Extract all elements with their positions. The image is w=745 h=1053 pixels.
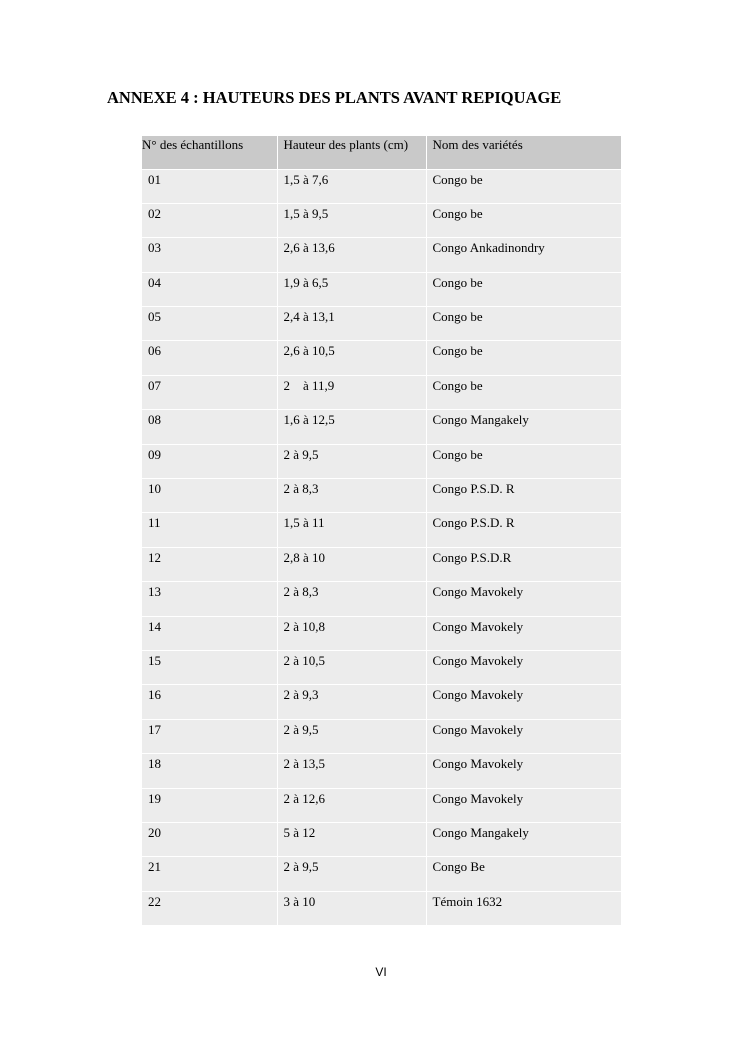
variety-name-cell: Témoin 1632 xyxy=(426,891,621,925)
variety-name-cell: Congo Mavokely xyxy=(426,754,621,788)
plant-height-cell: 2,8 à 10 xyxy=(277,547,426,581)
plant-height-cell: 1,6 à 12,5 xyxy=(277,410,426,444)
plant-height-cell: 2 à 9,5 xyxy=(277,444,426,478)
page-number: VI xyxy=(375,965,387,979)
plant-height-table xyxy=(142,136,621,926)
sample-number-cell: 22 xyxy=(142,891,277,925)
sample-number-cell: 05 xyxy=(142,307,277,341)
table-row xyxy=(142,238,621,272)
variety-name-cell: Congo be xyxy=(426,307,621,341)
table-row xyxy=(142,650,621,684)
table-row xyxy=(142,272,621,306)
table-row xyxy=(142,307,621,341)
plant-height-cell: 2 à 8,3 xyxy=(277,479,426,513)
variety-name-cell: Congo Mangakely xyxy=(426,410,621,444)
table-row xyxy=(142,375,621,409)
page-title: ANNEXE 4 : HAUTEURS DES PLANTS AVANT REPIQUAGE xyxy=(107,88,562,107)
plant-height-cell: 1,5 à 9,5 xyxy=(277,203,426,237)
variety-name-cell: Congo be xyxy=(426,341,621,375)
variety-name-cell: Congo Ankadinondry xyxy=(426,238,621,272)
variety-name-cell: Congo be xyxy=(426,375,621,409)
plant-height-cell: 5 à 12 xyxy=(277,822,426,856)
sample-number-cell: 13 xyxy=(142,582,277,616)
sample-number-cell: 14 xyxy=(142,616,277,650)
plant-height-cell: 2 à 8,3 xyxy=(277,582,426,616)
table-body xyxy=(142,169,621,926)
variety-name-cell: Congo P.S.D. R xyxy=(426,513,621,547)
sample-number-cell: 17 xyxy=(142,719,277,753)
table-row xyxy=(142,341,621,375)
plant-height-cell: 1,5 à 11 xyxy=(277,513,426,547)
table-row xyxy=(142,547,621,581)
table-row xyxy=(142,719,621,753)
table-row xyxy=(142,616,621,650)
plant-height-cell: 1,9 à 6,5 xyxy=(277,272,426,306)
plant-height-cell: 2,6 à 13,6 xyxy=(277,238,426,272)
sample-number-cell: 21 xyxy=(142,857,277,891)
plant-height-cell: 2 à 10,8 xyxy=(277,616,426,650)
header-sample-number: N° des échantillons xyxy=(142,136,277,169)
table-row xyxy=(142,169,621,203)
plant-height-cell: 2 à 13,5 xyxy=(277,754,426,788)
variety-name-cell: Congo be xyxy=(426,203,621,237)
sample-number-cell: 16 xyxy=(142,685,277,719)
plant-height-cell: 2 à 9,5 xyxy=(277,857,426,891)
table-row xyxy=(142,685,621,719)
sample-number-cell: 04 xyxy=(142,272,277,306)
variety-name-cell: Congo Mavokely xyxy=(426,788,621,822)
variety-name-cell: Congo Mavokely xyxy=(426,685,621,719)
sample-number-cell: 19 xyxy=(142,788,277,822)
sample-number-cell: 10 xyxy=(142,479,277,513)
variety-name-cell: Congo be xyxy=(426,444,621,478)
table-header-row xyxy=(142,136,621,169)
variety-name-cell: Congo be xyxy=(426,272,621,306)
plant-height-cell: 2 à 12,6 xyxy=(277,788,426,822)
table-row xyxy=(142,582,621,616)
sample-number-cell: 15 xyxy=(142,650,277,684)
table-row xyxy=(142,788,621,822)
sample-number-cell: 06 xyxy=(142,341,277,375)
variety-name-cell: Congo Mavokely xyxy=(426,650,621,684)
variety-name-cell: Congo Mavokely xyxy=(426,582,621,616)
sample-number-cell: 18 xyxy=(142,754,277,788)
plant-height-cell: 1,5 à 7,6 xyxy=(277,169,426,203)
table-row xyxy=(142,822,621,856)
sample-number-cell: 20 xyxy=(142,822,277,856)
variety-name-cell: Congo be xyxy=(426,169,621,203)
variety-name-cell: Congo P.S.D. R xyxy=(426,479,621,513)
sample-number-cell: 03 xyxy=(142,238,277,272)
plant-height-cell: 2,4 à 13,1 xyxy=(277,307,426,341)
table-row xyxy=(142,857,621,891)
table-row xyxy=(142,203,621,237)
table-row xyxy=(142,754,621,788)
plant-height-cell: 3 à 10 xyxy=(277,891,426,925)
header-variety-name: Nom des variétés xyxy=(426,136,621,169)
variety-name-cell: Congo Be xyxy=(426,857,621,891)
header-plant-height: Hauteur des plants (cm) xyxy=(277,136,426,169)
sample-number-cell: 11 xyxy=(142,513,277,547)
sample-number-cell: 08 xyxy=(142,410,277,444)
plant-height-cell: 2,6 à 10,5 xyxy=(277,341,426,375)
table-row xyxy=(142,410,621,444)
variety-name-cell: Congo P.S.D.R xyxy=(426,547,621,581)
table-row xyxy=(142,891,621,925)
plant-height-cell: 2 à 9,3 xyxy=(277,685,426,719)
sample-number-cell: 02 xyxy=(142,203,277,237)
sample-number-cell: 12 xyxy=(142,547,277,581)
table-row xyxy=(142,444,621,478)
sample-number-cell: 01 xyxy=(142,169,277,203)
plant-height-cell: 2 à 10,5 xyxy=(277,650,426,684)
plant-height-cell: 2 à 11,9 xyxy=(277,375,426,409)
table-row xyxy=(142,513,621,547)
variety-name-cell: Congo Mavokely xyxy=(426,719,621,753)
variety-name-cell: Congo Mavokely xyxy=(426,616,621,650)
plant-height-cell: 2 à 9,5 xyxy=(277,719,426,753)
table-row xyxy=(142,479,621,513)
sample-number-cell: 09 xyxy=(142,444,277,478)
variety-name-cell: Congo Mangakely xyxy=(426,822,621,856)
sample-number-cell: 07 xyxy=(142,375,277,409)
